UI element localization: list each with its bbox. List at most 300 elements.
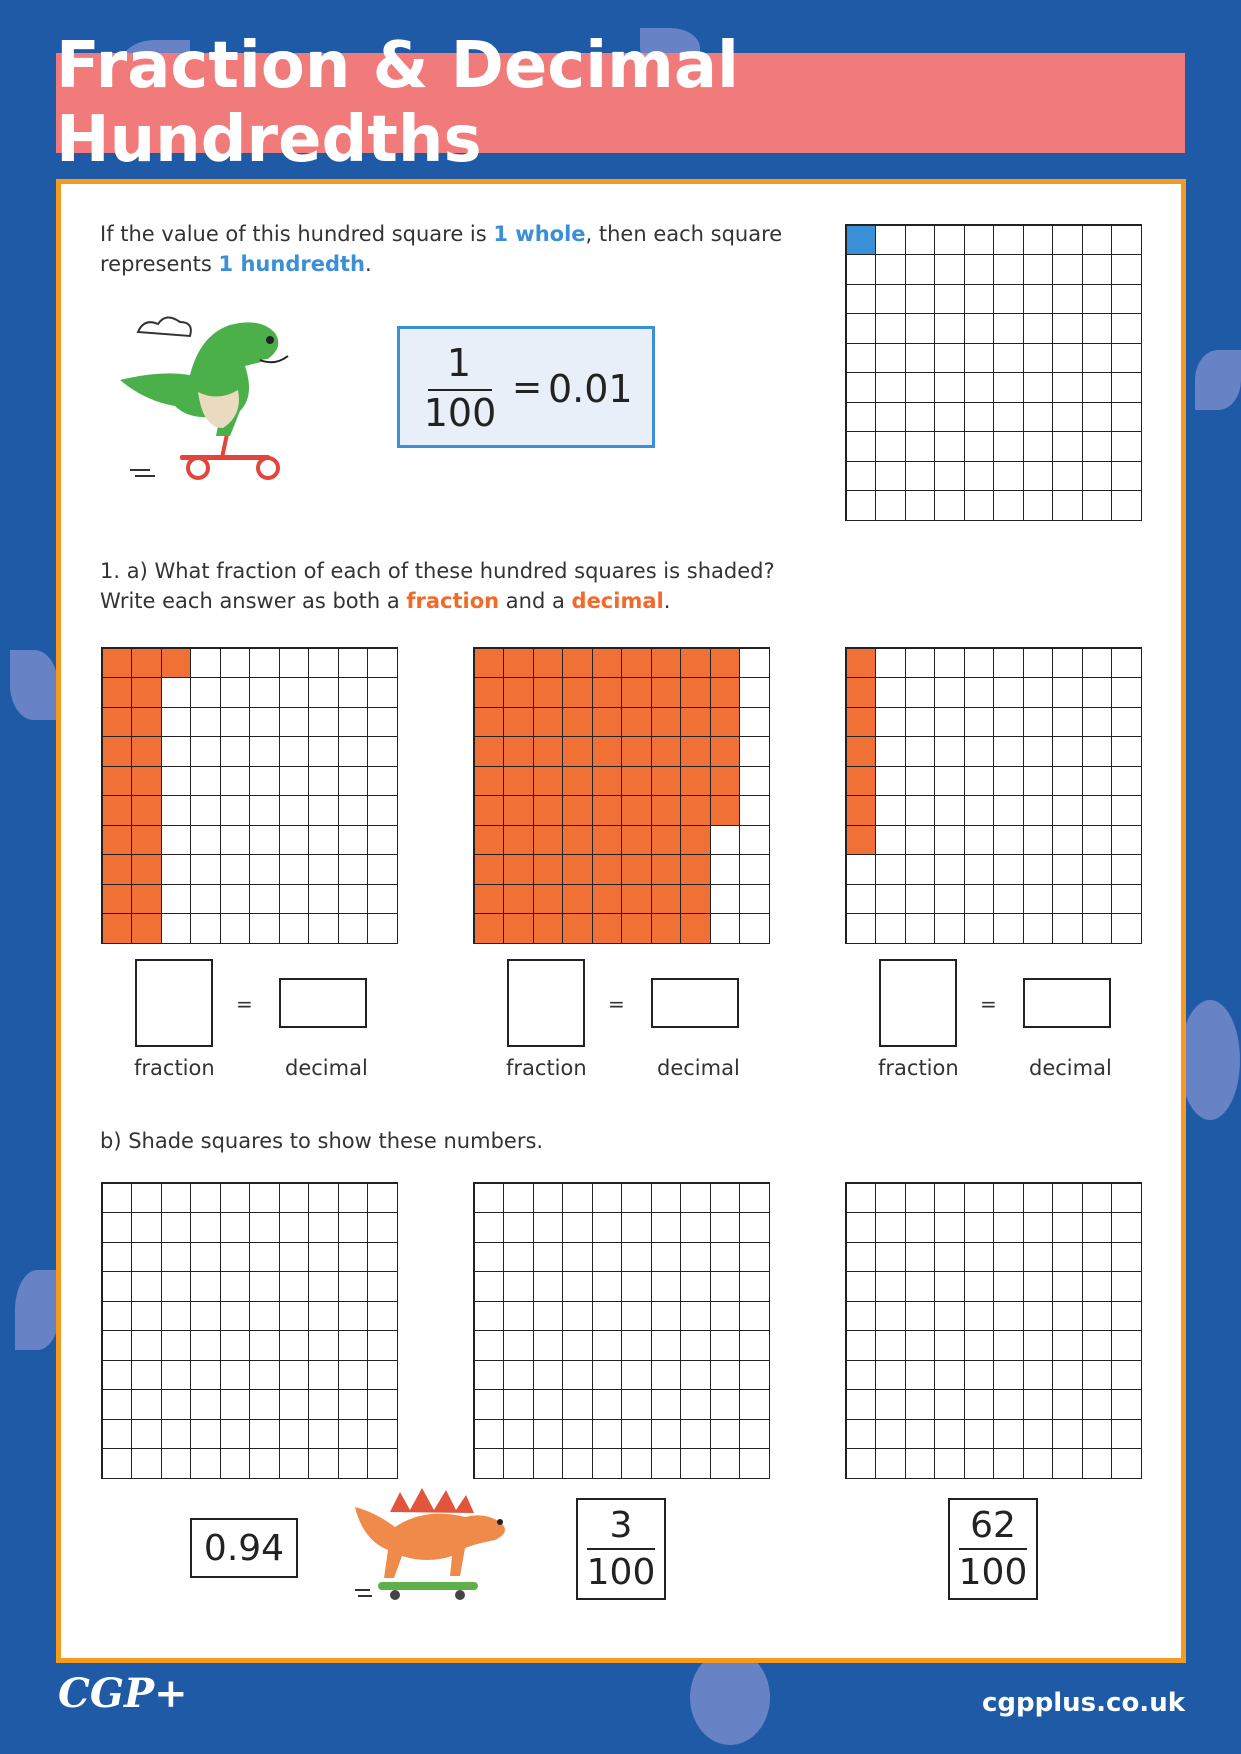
grid-cell[interactable]: [964, 1448, 995, 1479]
grid-cell[interactable]: [1111, 1271, 1142, 1302]
fraction-answer-box[interactable]: [507, 959, 585, 1047]
grid-cell[interactable]: [934, 1271, 965, 1302]
grid-cell[interactable]: [1023, 1242, 1054, 1273]
grid-cell[interactable]: [934, 1242, 965, 1273]
decimal-answer-box[interactable]: [651, 978, 739, 1028]
decimal-answer-box[interactable]: [279, 978, 367, 1028]
grid-cell[interactable]: [1052, 1448, 1083, 1479]
grid-cell[interactable]: [249, 1448, 280, 1479]
grid-cell[interactable]: [934, 1360, 965, 1391]
grid-cell[interactable]: [651, 1360, 682, 1391]
grid-cell[interactable]: [474, 1419, 505, 1450]
grid-cell[interactable]: [592, 1301, 623, 1332]
grid-cell[interactable]: [131, 1212, 162, 1243]
grid-cell[interactable]: [1111, 1242, 1142, 1273]
grid-cell[interactable]: [1023, 1271, 1054, 1302]
grid-cell[interactable]: [249, 1330, 280, 1361]
grid-cell[interactable]: [102, 1389, 133, 1420]
grid-cell[interactable]: [308, 1242, 339, 1273]
grid-cell[interactable]: [905, 1271, 936, 1302]
grid-cell[interactable]: [680, 1271, 711, 1302]
grid-cell[interactable]: [367, 1183, 398, 1214]
grid-cell[interactable]: [1023, 1419, 1054, 1450]
grid-cell[interactable]: [651, 1183, 682, 1214]
grid-cell[interactable]: [367, 1419, 398, 1450]
grid-cell[interactable]: [102, 1419, 133, 1450]
grid-cell[interactable]: [592, 1183, 623, 1214]
grid-cell[interactable]: [338, 1419, 369, 1450]
grid-cell[interactable]: [367, 1389, 398, 1420]
grid-cell[interactable]: [220, 1301, 251, 1332]
grid-cell[interactable]: [846, 1212, 877, 1243]
grid-cell[interactable]: [621, 1448, 652, 1479]
grid-cell[interactable]: [710, 1301, 741, 1332]
grid-cell[interactable]: [474, 1389, 505, 1420]
grid-cell[interactable]: [190, 1301, 221, 1332]
grid-cell[interactable]: [739, 1301, 770, 1332]
grid-cell[interactable]: [308, 1301, 339, 1332]
grid-cell[interactable]: [220, 1212, 251, 1243]
grid-cell[interactable]: [1111, 1212, 1142, 1243]
grid-cell[interactable]: [533, 1183, 564, 1214]
grid-cell[interactable]: [846, 1242, 877, 1273]
grid-cell[interactable]: [249, 1183, 280, 1214]
grid-cell[interactable]: [161, 1301, 192, 1332]
grid-cell[interactable]: [680, 1448, 711, 1479]
grid-cell[interactable]: [651, 1419, 682, 1450]
grid-cell[interactable]: [367, 1330, 398, 1361]
grid-cell[interactable]: [592, 1212, 623, 1243]
grid-cell[interactable]: [279, 1330, 310, 1361]
grid-cell[interactable]: [993, 1419, 1024, 1450]
grid-cell[interactable]: [964, 1271, 995, 1302]
grid-cell[interactable]: [905, 1330, 936, 1361]
grid-cell[interactable]: [308, 1419, 339, 1450]
grid-cell[interactable]: [503, 1389, 534, 1420]
grid-cell[interactable]: [592, 1242, 623, 1273]
grid-cell[interactable]: [710, 1183, 741, 1214]
grid-cell[interactable]: [190, 1448, 221, 1479]
grid-cell[interactable]: [338, 1242, 369, 1273]
grid-cell[interactable]: [1052, 1419, 1083, 1450]
grid-cell[interactable]: [592, 1419, 623, 1450]
grid-cell[interactable]: [739, 1448, 770, 1479]
grid-cell[interactable]: [905, 1183, 936, 1214]
grid-cell[interactable]: [592, 1360, 623, 1391]
grid-cell[interactable]: [220, 1360, 251, 1391]
grid-cell[interactable]: [190, 1360, 221, 1391]
grid-cell[interactable]: [249, 1242, 280, 1273]
grid-cell[interactable]: [905, 1448, 936, 1479]
grid-cell[interactable]: [474, 1183, 505, 1214]
blank-hundred-square[interactable]: [845, 1182, 1142, 1479]
grid-cell[interactable]: [739, 1183, 770, 1214]
grid-cell[interactable]: [190, 1242, 221, 1273]
grid-cell[interactable]: [680, 1212, 711, 1243]
grid-cell[interactable]: [161, 1389, 192, 1420]
grid-cell[interactable]: [308, 1183, 339, 1214]
grid-cell[interactable]: [161, 1183, 192, 1214]
website-url[interactable]: cgpplus.co.uk: [982, 1688, 1185, 1718]
grid-cell[interactable]: [739, 1419, 770, 1450]
grid-cell[interactable]: [562, 1301, 593, 1332]
grid-cell[interactable]: [875, 1389, 906, 1420]
grid-cell[interactable]: [102, 1330, 133, 1361]
grid-cell[interactable]: [131, 1183, 162, 1214]
grid-cell[interactable]: [220, 1389, 251, 1420]
grid-cell[interactable]: [338, 1448, 369, 1479]
grid-cell[interactable]: [1023, 1360, 1054, 1391]
grid-cell[interactable]: [562, 1448, 593, 1479]
grid-cell[interactable]: [190, 1212, 221, 1243]
grid-cell[interactable]: [161, 1360, 192, 1391]
grid-cell[interactable]: [102, 1242, 133, 1273]
grid-cell[interactable]: [1082, 1419, 1113, 1450]
grid-cell[interactable]: [964, 1212, 995, 1243]
grid-cell[interactable]: [1052, 1242, 1083, 1273]
blank-hundred-square[interactable]: [101, 1182, 398, 1479]
grid-cell[interactable]: [1111, 1301, 1142, 1332]
grid-cell[interactable]: [308, 1212, 339, 1243]
grid-cell[interactable]: [739, 1360, 770, 1391]
grid-cell[interactable]: [934, 1301, 965, 1332]
grid-cell[interactable]: [474, 1330, 505, 1361]
grid-cell[interactable]: [621, 1360, 652, 1391]
grid-cell[interactable]: [934, 1212, 965, 1243]
grid-cell[interactable]: [993, 1242, 1024, 1273]
grid-cell[interactable]: [220, 1271, 251, 1302]
grid-cell[interactable]: [993, 1183, 1024, 1214]
grid-cell[interactable]: [739, 1330, 770, 1361]
grid-cell[interactable]: [533, 1271, 564, 1302]
grid-cell[interactable]: [680, 1183, 711, 1214]
grid-cell[interactable]: [249, 1271, 280, 1302]
grid-cell[interactable]: [710, 1242, 741, 1273]
grid-cell[interactable]: [367, 1212, 398, 1243]
grid-cell[interactable]: [621, 1183, 652, 1214]
grid-cell[interactable]: [102, 1183, 133, 1214]
grid-cell[interactable]: [621, 1271, 652, 1302]
grid-cell[interactable]: [846, 1271, 877, 1302]
grid-cell[interactable]: [651, 1242, 682, 1273]
grid-cell[interactable]: [190, 1330, 221, 1361]
grid-cell[interactable]: [1082, 1271, 1113, 1302]
grid-cell[interactable]: [680, 1419, 711, 1450]
grid-cell[interactable]: [190, 1389, 221, 1420]
grid-cell[interactable]: [131, 1389, 162, 1420]
grid-cell[interactable]: [592, 1330, 623, 1361]
grid-cell[interactable]: [131, 1360, 162, 1391]
grid-cell[interactable]: [1082, 1301, 1113, 1332]
grid-cell[interactable]: [503, 1301, 534, 1332]
grid-cell[interactable]: [279, 1389, 310, 1420]
grid-cell[interactable]: [308, 1448, 339, 1479]
grid-cell[interactable]: [367, 1271, 398, 1302]
grid-cell[interactable]: [875, 1301, 906, 1332]
grid-cell[interactable]: [1082, 1389, 1113, 1420]
grid-cell[interactable]: [710, 1360, 741, 1391]
grid-cell[interactable]: [190, 1183, 221, 1214]
grid-cell[interactable]: [1082, 1360, 1113, 1391]
grid-cell[interactable]: [131, 1330, 162, 1361]
grid-cell[interactable]: [474, 1301, 505, 1332]
grid-cell[interactable]: [308, 1389, 339, 1420]
grid-cell[interactable]: [562, 1360, 593, 1391]
grid-cell[interactable]: [474, 1448, 505, 1479]
grid-cell[interactable]: [875, 1360, 906, 1391]
grid-cell[interactable]: [875, 1448, 906, 1479]
grid-cell[interactable]: [993, 1330, 1024, 1361]
grid-cell[interactable]: [279, 1301, 310, 1332]
grid-cell[interactable]: [875, 1183, 906, 1214]
grid-cell[interactable]: [846, 1301, 877, 1332]
grid-cell[interactable]: [1082, 1330, 1113, 1361]
grid-cell[interactable]: [220, 1419, 251, 1450]
grid-cell[interactable]: [1052, 1330, 1083, 1361]
grid-cell[interactable]: [562, 1330, 593, 1361]
grid-cell[interactable]: [338, 1212, 369, 1243]
grid-cell[interactable]: [503, 1448, 534, 1479]
grid-cell[interactable]: [651, 1330, 682, 1361]
grid-cell[interactable]: [592, 1448, 623, 1479]
grid-cell[interactable]: [934, 1419, 965, 1450]
grid-cell[interactable]: [1023, 1330, 1054, 1361]
decimal-answer-box[interactable]: [1023, 978, 1111, 1028]
grid-cell[interactable]: [875, 1330, 906, 1361]
grid-cell[interactable]: [680, 1389, 711, 1420]
grid-cell[interactable]: [739, 1212, 770, 1243]
grid-cell[interactable]: [562, 1212, 593, 1243]
grid-cell[interactable]: [220, 1242, 251, 1273]
grid-cell[interactable]: [621, 1330, 652, 1361]
grid-cell[interactable]: [1111, 1183, 1142, 1214]
grid-cell[interactable]: [533, 1242, 564, 1273]
grid-cell[interactable]: [905, 1389, 936, 1420]
fraction-answer-box[interactable]: [879, 959, 957, 1047]
grid-cell[interactable]: [279, 1419, 310, 1450]
grid-cell[interactable]: [102, 1212, 133, 1243]
grid-cell[interactable]: [131, 1448, 162, 1479]
grid-cell[interactable]: [503, 1419, 534, 1450]
grid-cell[interactable]: [562, 1183, 593, 1214]
grid-cell[interactable]: [993, 1301, 1024, 1332]
grid-cell[interactable]: [993, 1389, 1024, 1420]
grid-cell[interactable]: [846, 1448, 877, 1479]
grid-cell[interactable]: [875, 1212, 906, 1243]
grid-cell[interactable]: [651, 1448, 682, 1479]
grid-cell[interactable]: [1082, 1183, 1113, 1214]
grid-cell[interactable]: [846, 1389, 877, 1420]
grid-cell[interactable]: [651, 1389, 682, 1420]
grid-cell[interactable]: [1082, 1448, 1113, 1479]
grid-cell[interactable]: [1111, 1389, 1142, 1420]
grid-cell[interactable]: [1111, 1360, 1142, 1391]
grid-cell[interactable]: [161, 1242, 192, 1273]
grid-cell[interactable]: [338, 1183, 369, 1214]
grid-cell[interactable]: [338, 1389, 369, 1420]
grid-cell[interactable]: [249, 1389, 280, 1420]
grid-cell[interactable]: [220, 1448, 251, 1479]
grid-cell[interactable]: [739, 1271, 770, 1302]
grid-cell[interactable]: [533, 1448, 564, 1479]
grid-cell[interactable]: [621, 1242, 652, 1273]
grid-cell[interactable]: [562, 1242, 593, 1273]
grid-cell[interactable]: [279, 1212, 310, 1243]
grid-cell[interactable]: [308, 1330, 339, 1361]
grid-cell[interactable]: [338, 1301, 369, 1332]
grid-cell[interactable]: [102, 1271, 133, 1302]
grid-cell[interactable]: [1052, 1271, 1083, 1302]
grid-cell[interactable]: [533, 1360, 564, 1391]
grid-cell[interactable]: [533, 1330, 564, 1361]
grid-cell[interactable]: [279, 1183, 310, 1214]
grid-cell[interactable]: [279, 1448, 310, 1479]
grid-cell[interactable]: [533, 1389, 564, 1420]
grid-cell[interactable]: [905, 1242, 936, 1273]
grid-cell[interactable]: [367, 1360, 398, 1391]
grid-cell[interactable]: [102, 1360, 133, 1391]
grid-cell[interactable]: [905, 1212, 936, 1243]
grid-cell[interactable]: [131, 1419, 162, 1450]
grid-cell[interactable]: [220, 1183, 251, 1214]
grid-cell[interactable]: [367, 1448, 398, 1479]
grid-cell[interactable]: [503, 1330, 534, 1361]
grid-cell[interactable]: [1111, 1419, 1142, 1450]
grid-cell[interactable]: [875, 1242, 906, 1273]
grid-cell[interactable]: [474, 1242, 505, 1273]
grid-cell[interactable]: [279, 1271, 310, 1302]
grid-cell[interactable]: [338, 1271, 369, 1302]
grid-cell[interactable]: [474, 1360, 505, 1391]
grid-cell[interactable]: [1023, 1301, 1054, 1332]
grid-cell[interactable]: [1052, 1183, 1083, 1214]
grid-cell[interactable]: [279, 1242, 310, 1273]
grid-cell[interactable]: [131, 1271, 162, 1302]
grid-cell[interactable]: [190, 1419, 221, 1450]
grid-cell[interactable]: [680, 1301, 711, 1332]
grid-cell[interactable]: [934, 1448, 965, 1479]
grid-cell[interactable]: [308, 1271, 339, 1302]
grid-cell[interactable]: [161, 1448, 192, 1479]
grid-cell[interactable]: [161, 1212, 192, 1243]
grid-cell[interactable]: [934, 1389, 965, 1420]
grid-cell[interactable]: [562, 1419, 593, 1450]
grid-cell[interactable]: [592, 1389, 623, 1420]
grid-cell[interactable]: [621, 1301, 652, 1332]
grid-cell[interactable]: [875, 1271, 906, 1302]
grid-cell[interactable]: [651, 1271, 682, 1302]
fraction-answer-box[interactable]: [135, 959, 213, 1047]
grid-cell[interactable]: [710, 1389, 741, 1420]
grid-cell[interactable]: [562, 1389, 593, 1420]
grid-cell[interactable]: [846, 1360, 877, 1391]
grid-cell[interactable]: [621, 1419, 652, 1450]
grid-cell[interactable]: [161, 1419, 192, 1450]
grid-cell[interactable]: [710, 1212, 741, 1243]
grid-cell[interactable]: [220, 1330, 251, 1361]
grid-cell[interactable]: [964, 1301, 995, 1332]
grid-cell[interactable]: [905, 1301, 936, 1332]
grid-cell[interactable]: [993, 1271, 1024, 1302]
grid-cell[interactable]: [846, 1330, 877, 1361]
grid-cell[interactable]: [249, 1419, 280, 1450]
grid-cell[interactable]: [533, 1301, 564, 1332]
grid-cell[interactable]: [993, 1448, 1024, 1479]
grid-cell[interactable]: [680, 1330, 711, 1361]
grid-cell[interactable]: [503, 1360, 534, 1391]
grid-cell[interactable]: [680, 1242, 711, 1273]
grid-cell[interactable]: [338, 1330, 369, 1361]
grid-cell[interactable]: [846, 1419, 877, 1450]
grid-cell[interactable]: [993, 1360, 1024, 1391]
grid-cell[interactable]: [1111, 1330, 1142, 1361]
grid-cell[interactable]: [1023, 1212, 1054, 1243]
grid-cell[interactable]: [846, 1183, 877, 1214]
grid-cell[interactable]: [964, 1419, 995, 1450]
grid-cell[interactable]: [1023, 1448, 1054, 1479]
grid-cell[interactable]: [249, 1360, 280, 1391]
grid-cell[interactable]: [1082, 1212, 1113, 1243]
grid-cell[interactable]: [533, 1419, 564, 1450]
grid-cell[interactable]: [964, 1242, 995, 1273]
grid-cell[interactable]: [1082, 1242, 1113, 1273]
grid-cell[interactable]: [474, 1271, 505, 1302]
grid-cell[interactable]: [1111, 1448, 1142, 1479]
grid-cell[interactable]: [710, 1330, 741, 1361]
grid-cell[interactable]: [190, 1271, 221, 1302]
grid-cell[interactable]: [1052, 1212, 1083, 1243]
grid-cell[interactable]: [503, 1183, 534, 1214]
grid-cell[interactable]: [367, 1301, 398, 1332]
grid-cell[interactable]: [249, 1212, 280, 1243]
grid-cell[interactable]: [964, 1183, 995, 1214]
grid-cell[interactable]: [249, 1301, 280, 1332]
grid-cell[interactable]: [102, 1301, 133, 1332]
grid-cell[interactable]: [503, 1212, 534, 1243]
grid-cell[interactable]: [1023, 1183, 1054, 1214]
grid-cell[interactable]: [905, 1419, 936, 1450]
grid-cell[interactable]: [503, 1242, 534, 1273]
grid-cell[interactable]: [710, 1448, 741, 1479]
grid-cell[interactable]: [621, 1212, 652, 1243]
grid-cell[interactable]: [367, 1242, 398, 1273]
grid-cell[interactable]: [474, 1212, 505, 1243]
grid-cell[interactable]: [621, 1389, 652, 1420]
grid-cell[interactable]: [651, 1301, 682, 1332]
grid-cell[interactable]: [338, 1360, 369, 1391]
grid-cell[interactable]: [934, 1330, 965, 1361]
grid-cell[interactable]: [592, 1271, 623, 1302]
grid-cell[interactable]: [131, 1301, 162, 1332]
blank-hundred-square[interactable]: [473, 1182, 770, 1479]
grid-cell[interactable]: [710, 1271, 741, 1302]
grid-cell[interactable]: [934, 1183, 965, 1214]
grid-cell[interactable]: [279, 1360, 310, 1391]
grid-cell[interactable]: [503, 1271, 534, 1302]
grid-cell[interactable]: [1052, 1389, 1083, 1420]
grid-cell[interactable]: [905, 1360, 936, 1391]
grid-cell[interactable]: [131, 1242, 162, 1273]
grid-cell[interactable]: [1023, 1389, 1054, 1420]
grid-cell[interactable]: [1052, 1360, 1083, 1391]
grid-cell[interactable]: [993, 1212, 1024, 1243]
grid-cell[interactable]: [161, 1271, 192, 1302]
grid-cell[interactable]: [875, 1419, 906, 1450]
grid-cell[interactable]: [739, 1242, 770, 1273]
grid-cell[interactable]: [964, 1330, 995, 1361]
grid-cell[interactable]: [710, 1419, 741, 1450]
grid-cell[interactable]: [102, 1448, 133, 1479]
